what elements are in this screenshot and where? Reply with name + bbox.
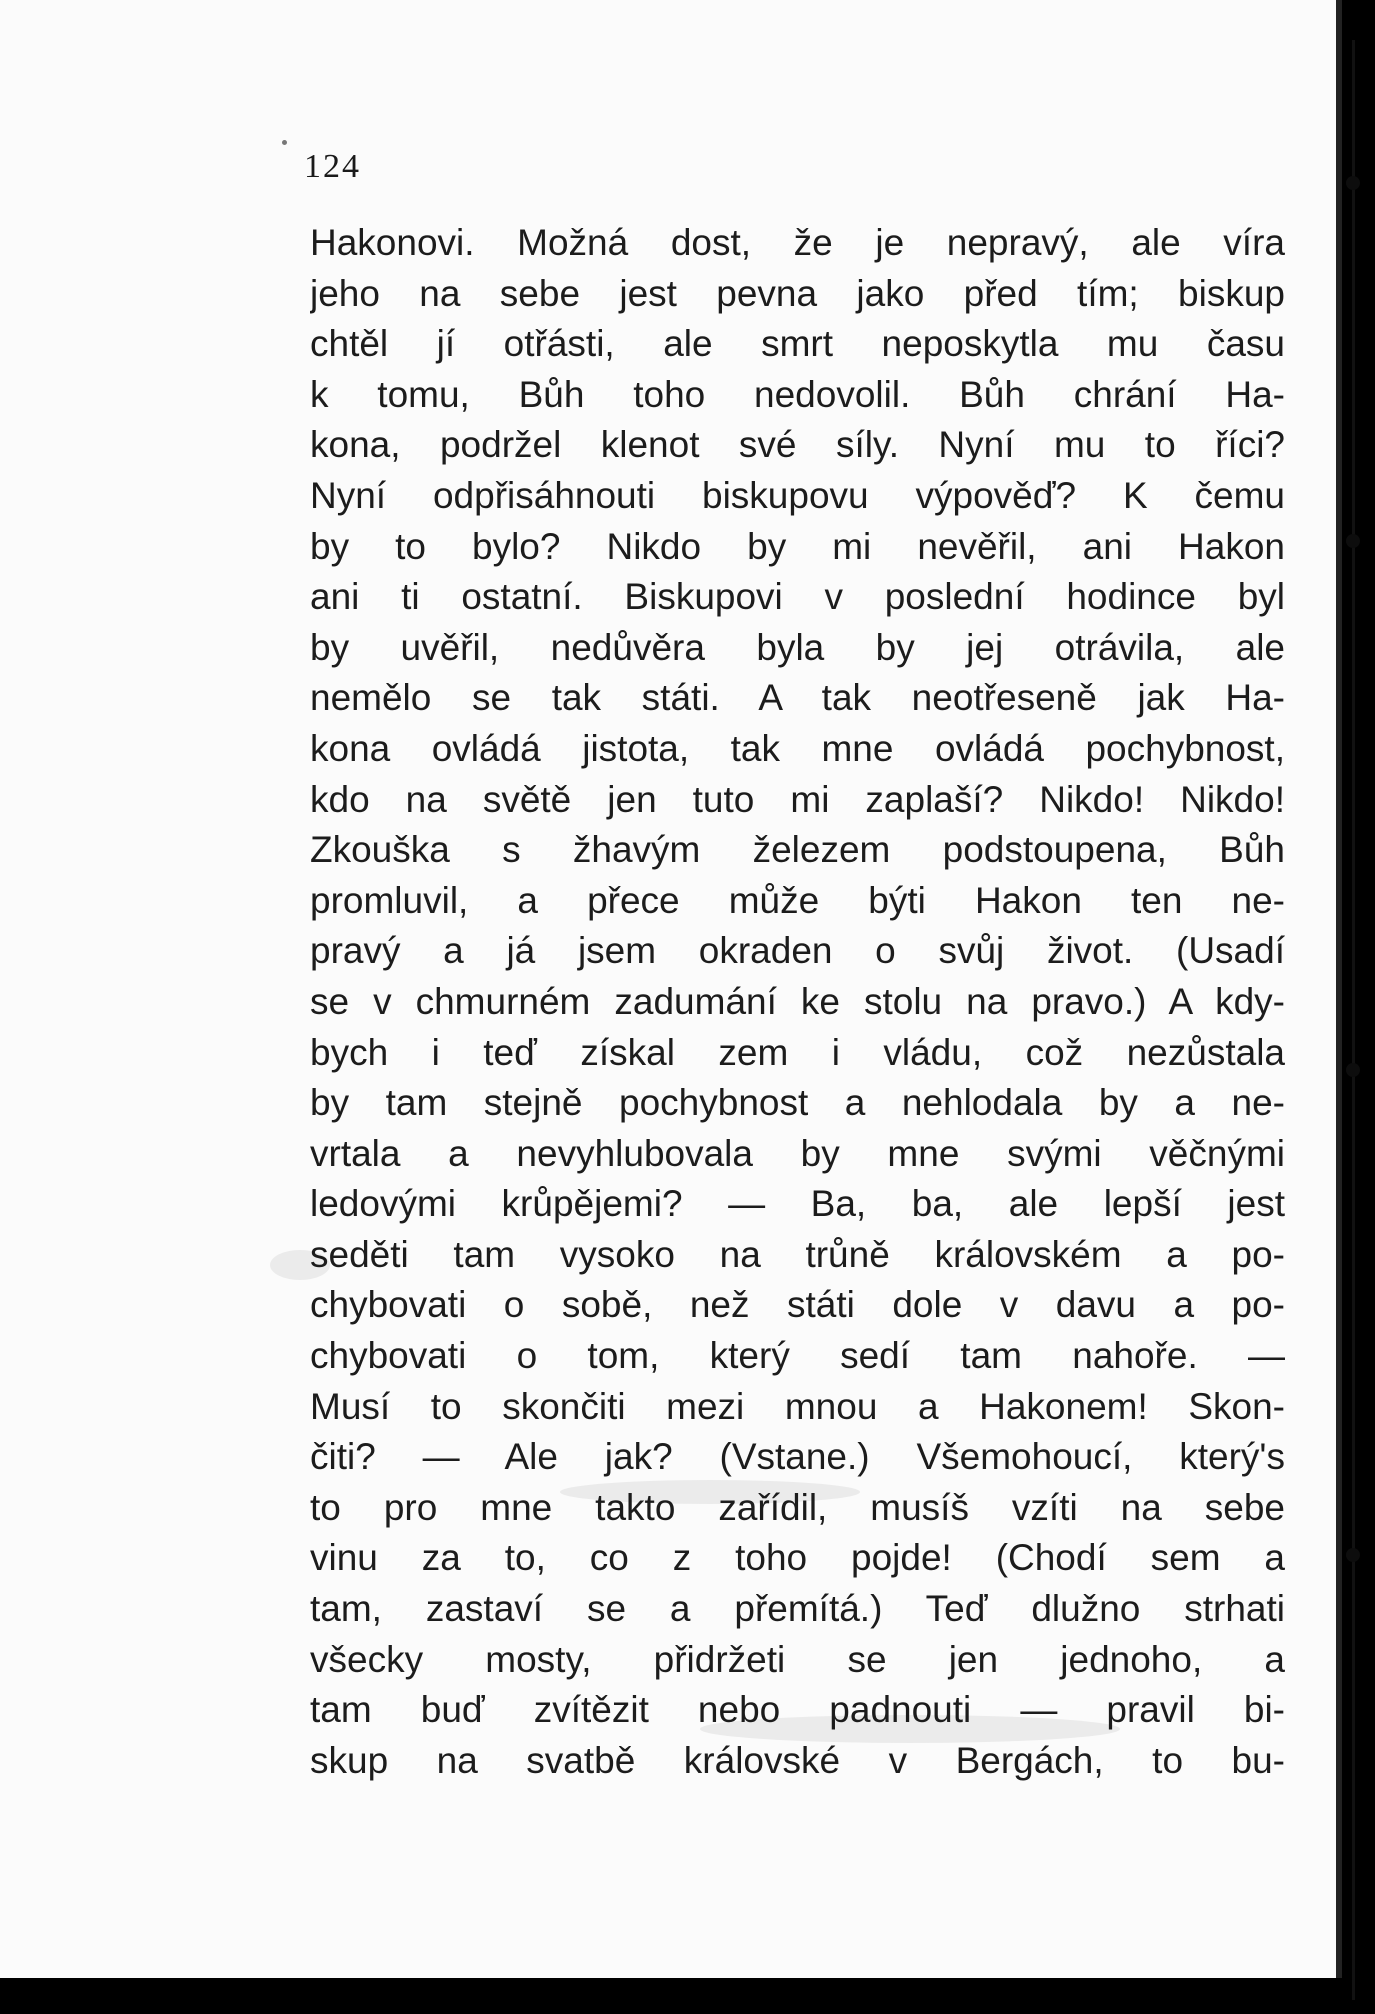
text-line: Hakonovi. Možná dost, že je nepravý, ale víra — [310, 222, 1285, 263]
text-line: nemělo se tak státi. A tak neotřeseně jak Ha- — [310, 677, 1285, 719]
text-line: bych i teď získal zem i vládu, což nezůstala — [310, 1031, 1285, 1073]
page-number: 124 — [304, 148, 361, 185]
binding-mark — [1346, 176, 1360, 190]
binding-mark — [1346, 1063, 1360, 1077]
text-line: tam buď zvítězit nebo padnouti — pravil bi- — [310, 1689, 1285, 1731]
text-line: vinu za to, co z toho pojde! (Chodí sem a — [310, 1537, 1285, 1579]
text-line: skup na svatbě královské v Bergách, to bu- — [310, 1739, 1285, 1781]
text-line: by tam stejně pochybnost a nehlodala by a ne- — [310, 1082, 1285, 1124]
text-line: by to bylo? Nikdo by mi nevěřil, ani Hakon — [310, 525, 1285, 567]
text-line: kona ovládá jistota, tak mne ovládá pochybnost, — [310, 727, 1285, 769]
text-line: kdo na světě jen tuto mi zaplaší? Nikdo! Nikdo! — [310, 778, 1285, 820]
binding-mark — [1346, 534, 1360, 548]
text-line: jeho na sebe jest pevna jako před tím; biskup — [310, 272, 1285, 314]
text-line: čiti? — Ale jak? (Vstane.) Všemohoucí, který's — [310, 1436, 1285, 1478]
text-line: Nyní odpřisáhnouti biskupovu výpověď? K čemu — [310, 474, 1285, 516]
text-line: chybovati o tom, který sedí tam nahoře. — — [310, 1335, 1285, 1377]
text-line: vrtala a nevyhlubovala by mne svými věčnými — [310, 1132, 1285, 1174]
text-line: to pro mne takto zařídil, musíš vzíti na sebe — [310, 1486, 1285, 1528]
text-line: ani ti ostatní. Biskupovi v poslední hodince byl — [310, 576, 1285, 618]
binding-mark — [1346, 1548, 1360, 1562]
text-line: tam, zastaví se a přemítá.) Teď dlužno strhati — [310, 1588, 1285, 1630]
text-line: se v chmurném zadumání ke stolu na pravo.) A kdy- — [310, 980, 1285, 1022]
text-line: ledovými krůpějemi? — Ba, ba, ale lepší jest — [310, 1183, 1285, 1225]
text-line: k tomu, Bůh toho nedovolil. Bůh chrání Ha- — [310, 373, 1285, 415]
text-line: Musí to skončiti mezi mnou a Hakonem! Skon- — [310, 1385, 1285, 1427]
body-text — [310, 218, 1285, 1786]
binding-edge — [1352, 40, 1355, 2000]
text-line: by uvěřil, nedůvěra byla by jej otrávila, ale — [310, 626, 1285, 668]
text-line: Zkouška s žhavým železem podstoupena, Bůh — [310, 829, 1285, 871]
text-line: chtěl jí otřásti, ale smrt neposkytla mu času — [310, 323, 1285, 365]
text-line: pravý a já jsem okraden o svůj život. (Usadí — [310, 930, 1285, 972]
text-line: seděti tam vysoko na trůně královském a po- — [310, 1233, 1285, 1275]
text-line: chybovati o sobě, než státi dole v davu a po- — [310, 1284, 1285, 1326]
text-line: kona, podržel klenot své síly. Nyní mu to říci? — [310, 424, 1285, 466]
text-line: promluvil, a přece může býti Hakon ten ne- — [310, 879, 1285, 921]
print-speck — [282, 140, 287, 145]
text-line: všecky mosty, přidržeti se jen jednoho, a — [310, 1638, 1285, 1680]
